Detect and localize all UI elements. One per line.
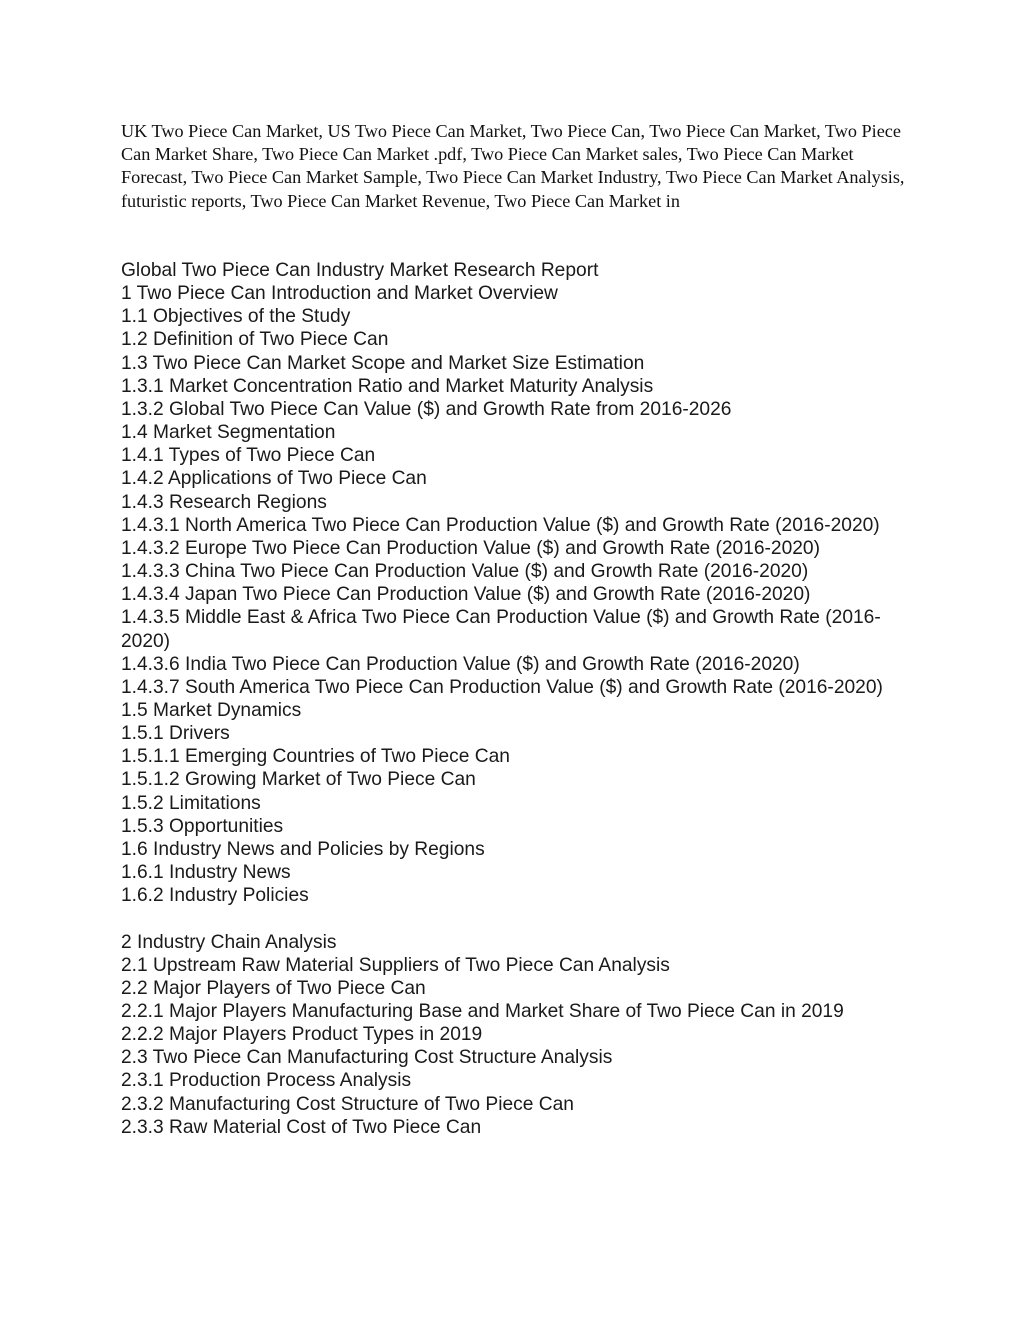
toc-item: 1.4.3.4 Japan Two Piece Can Production Value ($) and Growth Rate (2016-2020) [121,584,811,606]
toc-item: 1.3.1 Market Concentration Ratio and Market Maturity Analysis [121,375,654,397]
toc-item: 1.4 Market Segmentation [121,422,336,444]
toc-item: 1.4.1 Types of Two Piece Can [121,445,376,467]
toc-item: 1.2 Definition of Two Piece Can [121,329,389,351]
toc-item: 1.4.3 Research Regions [121,491,327,513]
toc-item: 2.1 Upstream Raw Material Suppliers of Two Piece Can Analysis [121,954,670,976]
toc-item: 1.5.2 Limitations [121,792,261,814]
toc-item: 2.2.2 Major Players Product Types in 2019 [121,1024,483,1046]
toc-item: 1.4.3.5 Middle East & Africa Two Piece Can Production Value ($) and Growth Rate (2016-2020) [121,607,881,652]
toc-item: 2.2.1 Major Players Manufacturing Base and Market Share of Two Piece Can in 2019 [121,1000,844,1022]
toc-item: 1.6 Industry News and Policies by Regions [121,838,485,860]
toc-item: 1.5.3 Opportunities [121,815,284,837]
toc-item: 1.4.3.3 China Two Piece Can Production Value ($) and Growth Rate (2016-2020) [121,561,809,583]
toc-item: 1.4.3.7 South America Two Piece Can Production Value ($) and Growth Rate (2016-2020) [121,676,883,698]
toc-item: 1.3.2 Global Two Piece Can Value ($) and Growth Rate from 2016-2026 [121,398,732,420]
toc-item: 2.2 Major Players of Two Piece Can [121,977,426,999]
toc-item: 1.5 Market Dynamics [121,699,302,721]
toc-item: 1 Two Piece Can Introduction and Market Overview [121,283,558,305]
toc-item: 2.3 Two Piece Can Manufacturing Cost Structure Analysis [121,1047,613,1069]
toc-item: 2.3.1 Production Process Analysis [121,1070,412,1092]
toc-item: 1.3 Two Piece Can Market Scope and Market Size Estimation [121,352,645,374]
toc-item: 1.4.3.2 Europe Two Piece Can Production Value ($) and Growth Rate (2016-2020) [121,537,820,559]
toc-item: 1.5.1 Drivers [121,723,230,745]
toc-item: 1.4.2 Applications of Two Piece Can [121,468,427,490]
keywords-paragraph: UK Two Piece Can Market, US Two Piece Can Market, Two Piece Can, Two Piece Can Market, Two Piece Can Market Share, Two Piece Can Market .pdf, Two Piece Can Market sales, Two Piece Can Market Forecast, Two Piece Can Market Sample, Two Piece Can Market Industry, Two Piece Can Market Analysis, futuristic reports, Two Piece Can Market Revenue, Two Piece Can Market in [121,121,905,211]
toc-item: 1.6.1 Industry News [121,862,291,884]
toc-item: 1.6.2 Industry Policies [121,885,309,907]
toc-item: 1.1 Objectives of the Study [121,306,351,328]
toc-title: Global Two Piece Can Industry Market Research Report [121,260,599,281]
table-of-contents [121,259,921,1139]
toc-item: 1.5.1.1 Emerging Countries of Two Piece Can [121,746,510,768]
toc-item: 2.3.3 Raw Material Cost of Two Piece Can [121,1116,482,1138]
toc-item: 1.5.1.2 Growing Market of Two Piece Can [121,769,476,791]
toc-item: 1.4.3.1 North America Two Piece Can Production Value ($) and Growth Rate (2016-2020) [121,514,880,536]
toc-spacer [121,907,921,930]
toc-item: 2.3.2 Manufacturing Cost Structure of Two Piece Can [121,1093,574,1115]
toc-item: 1.4.3.6 India Two Piece Can Production Value ($) and Growth Rate (2016-2020) [121,653,800,675]
toc-item: 2 Industry Chain Analysis [121,931,337,953]
